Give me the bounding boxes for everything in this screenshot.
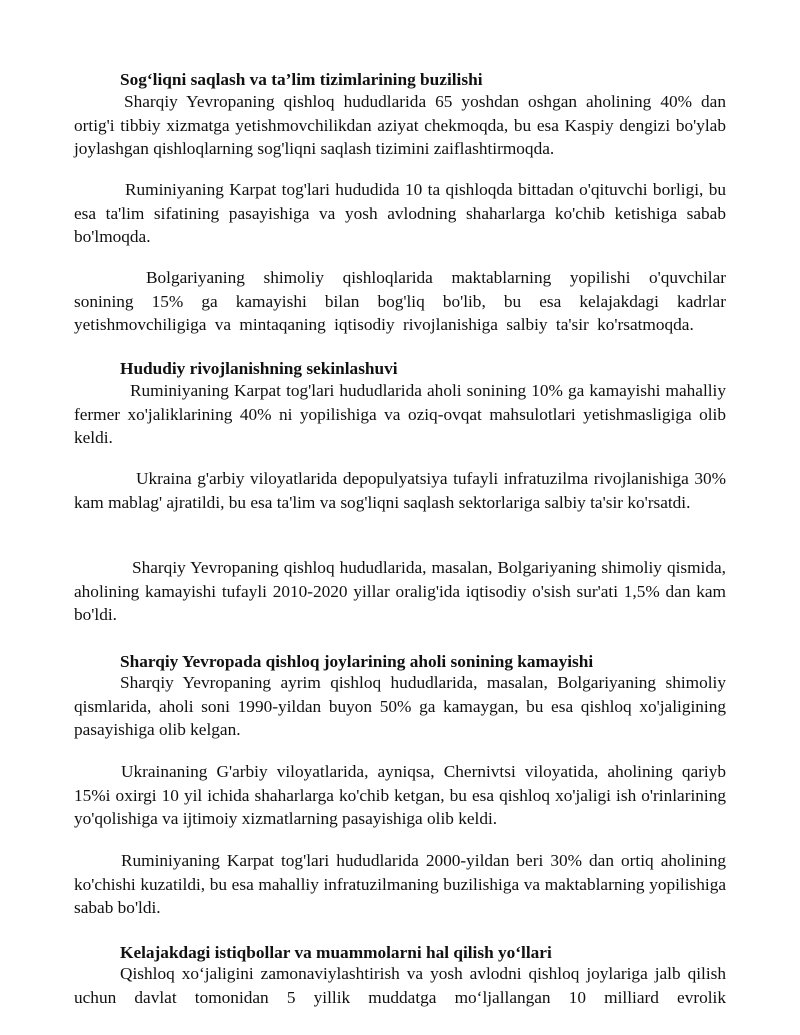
section-heading: Sharqiy Yevropada qishloq joylarining aholi sonining kamayishi bbox=[120, 652, 594, 671]
paragraph: Ukrainaning G'arbiy viloyatlarida, ayniqsa, Chernivtsi viloyatida, aholining qariyb 15%i oxirgi 10 yil ichida shaharlarga ko'chib ketgan, bu esa qishloq xo'jaligi ish o'rinlarining yo'qolishiga va ijtimoiy xizmatlarning pasayishiga olib keldi. bbox=[74, 762, 726, 829]
section-heading: Sog‘liqni saqlash va ta’lim tizimlarining buzilishi bbox=[120, 70, 483, 89]
paragraph: Ruminiyaning Karpat tog'lari hududida 10 ta qishloqda bittadan o'qituvchi borligi, bu esa ta'lim sifatining pasayishiga va yosh avlodning shaharlarga ko'chib ketishiga sabab bo'lmoqda. bbox=[74, 180, 726, 247]
paragraph: Ukraina g'arbiy viloyatlarida depopulyatsiya tufayli infratuzilma rivojlanishiga 30% kam mablag' ajratildi, bu esa ta'lim va sog'liqni saqlash sektorlariga salbiy ta'sir ko'rsatdi. bbox=[74, 469, 726, 512]
paragraph: Sharqiy Yevropaning ayrim qishloq hududlarida, masalan, Bolgariyaning shimoliy qismlarida, aholi soni 1990-yildan buyon 50% ga kamaygan, bu esa qishloq xo'jaligining pasayishiga olib kelgan. bbox=[74, 673, 726, 740]
section-heading: Hududiy rivojlanishning sekinlashuvi bbox=[120, 359, 398, 378]
paragraph: Qishloq xo‘jaligini zamonaviylashtirish va yosh avlodni qishloq joylariga jalb qilish uchun davlat tomonidan 5 yillik muddatga mo‘ljallangan 10 milliard evrolik bbox=[74, 964, 726, 1007]
paragraph: Sharqiy Yevropaning qishloq hududlarida, masalan, Bolgariyaning shimoliy qismida, aholining kamayishi tufayli 2010-2020 yillar oralig'ida iqtisodiy o'sish sur'ati 1,5% dan kam bo'ldi. bbox=[74, 558, 726, 625]
section-heading: Kelajakdagi istiqbollar va muammolarni hal qilish yo‘llari bbox=[120, 943, 552, 962]
paragraph: Ruminiyaning Karpat tog'lari hududlarida aholi sonining 10% ga kamayishi mahalliy fermer xo'jaliklarining 40% ni yopilishiga va oziq-ovqat mahsulotlari yetishmasligiga olib keldi. bbox=[74, 381, 726, 448]
paragraph: Ruminiyaning Karpat tog'lari hududlarida 2000-yildan beri 30% dan ortiq aholining ko'chishi kuzatildi, bu esa mahalliy infratuzilmaning buzilishiga va maktablarning yopilishiga sabab bo'ldi. bbox=[74, 851, 726, 918]
paragraph: Sharqiy Yevropaning qishloq hududlarida 65 yoshdan oshgan aholining 40% dan ortig'i tibbiy xizmatga yetishmovchilikdan aziyat chekmoqda, bu esa Kaspiy dengizi bo'ylab joylashgan qishloqlarning sog'liqni saqlash tizimini zaiflashtirmoqda. bbox=[74, 92, 726, 159]
paragraph: Bolgariyaning shimoliy qishloqlarida maktablarning yopilishi o'quvchilar sonining 15% ga kamayishi bilan bog'liq bo'lib, bu esa kelajakdagi kadrlar yetishmovchiligiga va mintaqaning iqtisodiy rivojlanishiga salbiy ta'sir ko'rsatmoqda. bbox=[74, 268, 726, 335]
